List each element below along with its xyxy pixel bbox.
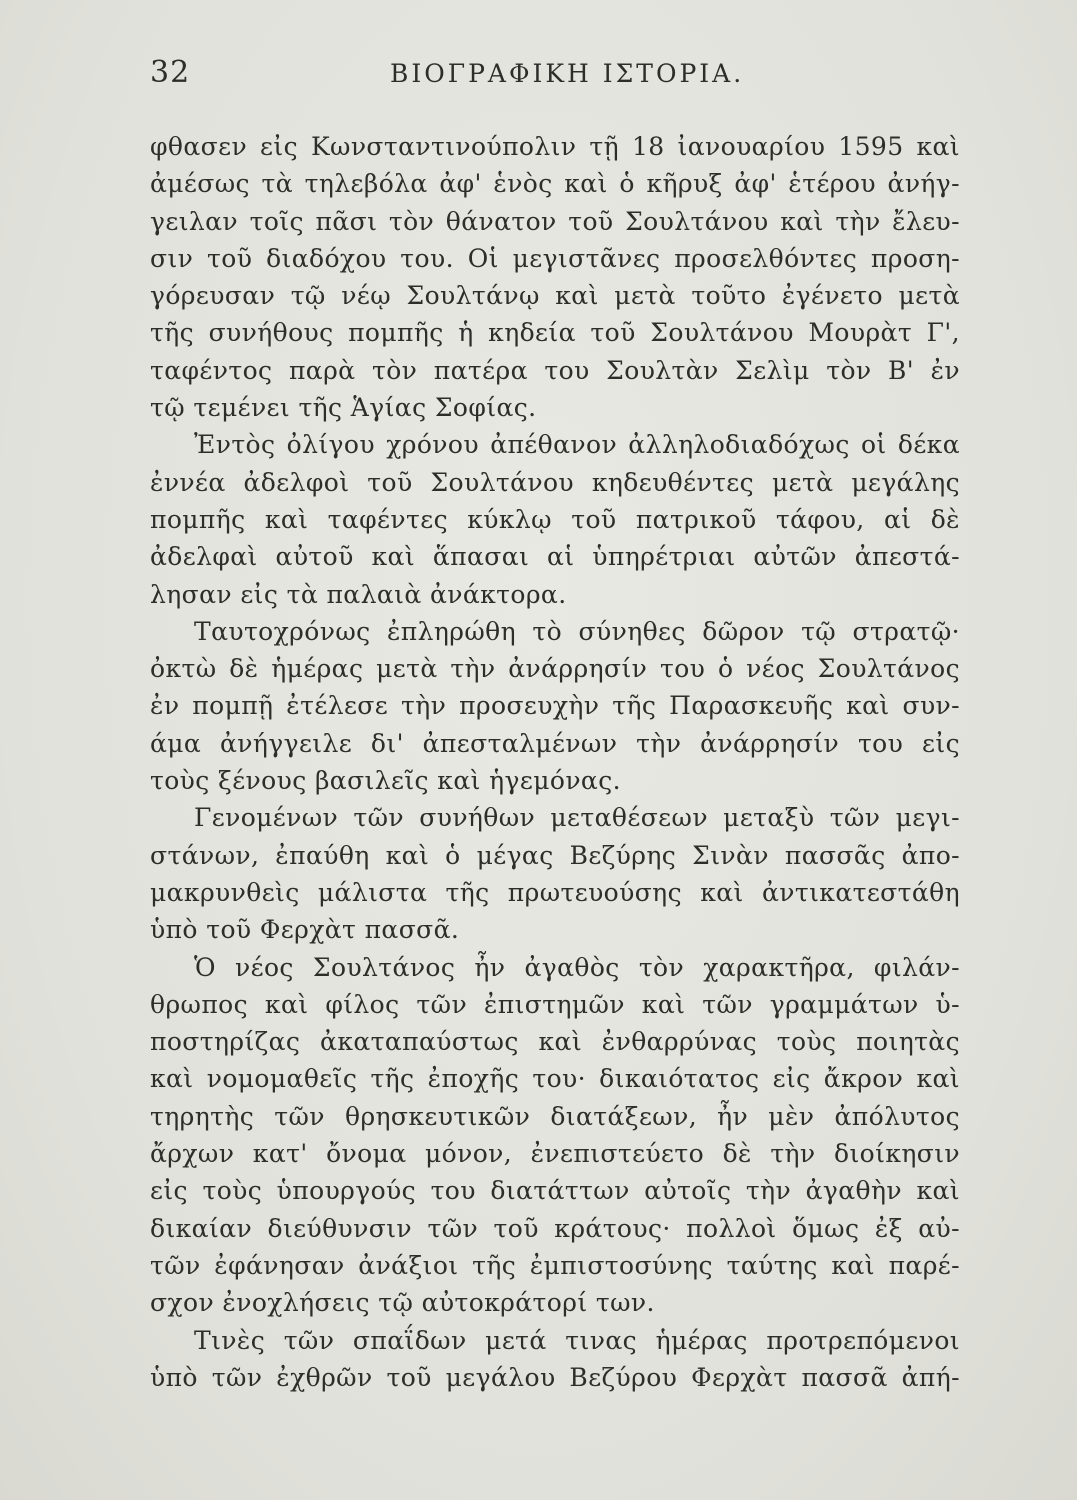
text-line: σχον ἐνοχλήσεις τῷ αὐτοκράτορί των. — [150, 1288, 655, 1318]
text-line: ἐν πομπῇ ἐτέλεσε τὴν προσευχὴν τῆς Παρασκευῆς καὶ συν- — [150, 691, 960, 721]
text-line: ὀκτὼ δὲ ἡμέρας μετὰ τὴν ἀνάρρησίν του ὁ νέος Σουλτάνος — [150, 654, 960, 684]
text-line: ταφέντος παρὰ τὸν πατέρα του Σουλτὰν Σελὶμ τὸν Β' ἐν — [150, 355, 960, 385]
text-line: ἐννέα ἀδελφοὶ τοῦ Σουλτάνου κηδευθέντες μετὰ μεγάλης — [150, 467, 960, 497]
text-line: γειλαν τοῖς πᾶσι τὸν θάνατον τοῦ Σουλτάνου καὶ τὴν ἔλευ- — [150, 206, 960, 236]
text-line: καὶ νομομαθεῖς τῆς ἐποχῆς του· δικαιότατος εἰς ἄκρον καὶ — [150, 1064, 960, 1094]
text-line: τῶν ἐφάνησαν ἀνάξιοι τῆς ἐμπιστοσύνης ταύτης καὶ παρέ- — [150, 1250, 960, 1280]
text-line: μακρυνθεὶς μάλιστα τῆς πρωτευούσης καὶ ἀντικατεστάθη — [150, 877, 960, 907]
text-line: Ὁ νέος Σουλτάνος ἦν ἀγαθὸς τὸν χαρακτῆρα, φιλάν- — [194, 952, 960, 982]
text-line: φθασεν εἰς Κωνσταντινούπολιν τῇ 18 ἰανουαρίου 1595 καὶ — [150, 132, 960, 161]
running-title: ΒΙΟΓΡΑΦΙΚΗ ΙΣΤΟΡΙΑ. — [390, 59, 745, 88]
text-line: τηρητὴς τῶν θρησκευτικῶν διατάξεων, ἦν μὲν ἀπόλυτος — [150, 1101, 960, 1131]
text-line: ἀμέσως τὰ τηλεβόλα ἀφ' ἑνὸς καὶ ὁ κῆρυξ ἀφ' ἑτέρου ἀνήγ- — [150, 169, 960, 199]
text-line: ποστηρίζας ἀκαταπαύστως καὶ ἐνθαρρύνας τοὺς ποιητὰς — [150, 1027, 960, 1057]
text-line: Ταυτοχρόνως ἐπληρώθη τὸ σύνηθες δῶρον τῷ στρατῷ· — [194, 616, 960, 646]
text-line: άμα ἀνήγγειλε δι' ἀπεσταλμένων τὴν ἀνάρρησίν του εἰς — [150, 728, 960, 758]
text-line: ὑπὸ τοῦ Φερχὰτ πασσᾶ. — [150, 915, 460, 945]
text-line: τῷ τεμένει τῆς Ἁγίας Σοφίας. — [150, 393, 537, 423]
text-line: ἀδελφαὶ αὐτοῦ καὶ ἅπασαι αἱ ὑπηρέτριαι αὐτῶν ἀπεστά- — [150, 542, 960, 572]
text-line: ὑπὸ τῶν ἐχθρῶν τοῦ μεγάλου Βεζύρου Φερχὰτ πασσᾶ ἀπή- — [150, 1362, 960, 1392]
text-line: τῆς συνήθους πομπῆς ἡ κηδεία τοῦ Σουλτάνου Μουρὰτ Γ', — [150, 318, 960, 348]
text-line: γόρευσαν τῷ νέῳ Σουλτάνῳ καὶ μετὰ τοῦτο ἐγένετο μετὰ — [150, 281, 960, 311]
body-text — [150, 128, 960, 1396]
text-line: τοὺς ξένους βασιλεῖς καὶ ἡγεμόνας. — [150, 766, 621, 796]
text-line: σιν τοῦ διαδόχου του. Οἱ μεγιστᾶνες προσελθόντες προση- — [150, 243, 960, 273]
text-line: θρωπος καὶ φίλος τῶν ἐπιστημῶν καὶ τῶν γραμμάτων ὑ- — [150, 989, 960, 1019]
text-line: πομπῆς καὶ ταφέντες κύκλῳ τοῦ πατρικοῦ τάφου, αἱ δὲ — [150, 504, 960, 534]
text-line: εἰς τοὺς ὑπουργούς του διατάττων αὐτοῖς τὴν ἀγαθὴν καὶ — [150, 1176, 960, 1206]
text-line: Ἐντὸς ὀλίγου χρόνου ἀπέθανον ἀλληλοδιαδόχως οἱ δέκα — [194, 430, 960, 460]
text-line: δικαίαν διεύθυνσιν τῶν τοῦ κράτους· πολλοὶ ὅμως ἐξ αὐ- — [150, 1213, 960, 1243]
page-number: 32 — [150, 55, 191, 90]
text-line: Τινὲς τῶν σπαΐδων μετά τινας ἡμέρας προτρεπόμενοι — [194, 1325, 960, 1355]
text-line: λησαν εἰς τὰ παλαιὰ ἀνάκτορα. — [150, 579, 567, 609]
text-line: Γενομένων τῶν συνήθων μεταθέσεων μεταξὺ τῶν μεγι- — [194, 803, 960, 833]
running-head — [150, 55, 970, 95]
text-line: ἄρχων κατ' ὄνομα μόνον, ἐνεπιστεύετο δὲ τὴν διοίκησιν — [150, 1139, 960, 1169]
text-line: στάνων, ἐπαύθη καὶ ὁ μέγας Βεζύρης Σινὰν πασσᾶς ἀπο- — [150, 840, 960, 870]
